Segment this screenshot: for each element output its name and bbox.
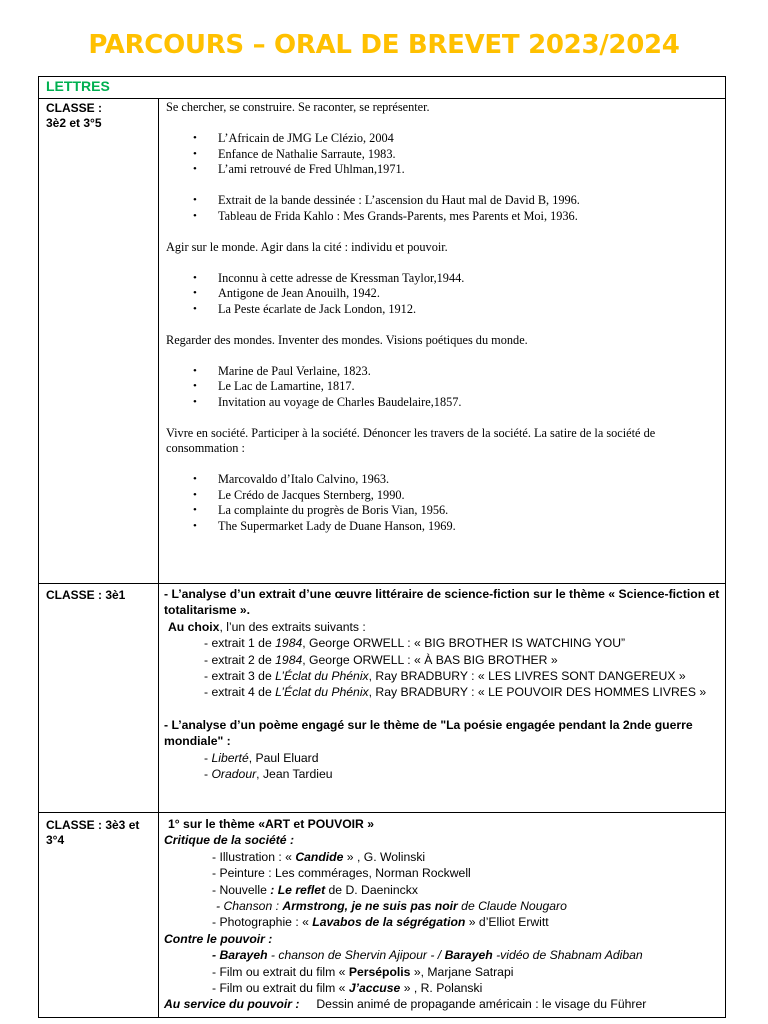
work-list	[166, 131, 718, 178]
extract-detail: , George ORWELL : « BIG BROTHER IS WATCHING YOU”	[302, 636, 626, 651]
extract-item	[164, 635, 720, 651]
item-detail: - chanson de Shervin Ajipour - /	[267, 948, 445, 963]
extract-prefix: - extrait 3 de	[204, 669, 276, 684]
item-work: : Le reflet	[270, 882, 326, 897]
section-header: LETTRES	[39, 77, 726, 99]
program-cell	[159, 813, 726, 1018]
extract-work: L’Éclat du Phénix	[275, 669, 369, 684]
item-work: Candide	[295, 849, 344, 864]
work-item	[164, 849, 720, 865]
list-item: • Marcovaldo d’Italo Calvino, 1963.	[218, 472, 718, 488]
theme-heading: Agir sur le monde. Agir dans la cité : individu et pouvoir.	[166, 239, 448, 254]
classe-cell	[39, 584, 159, 813]
classe-label: CLASSE : 3è3 et	[46, 818, 140, 832]
program-cell	[159, 99, 726, 584]
list-item: • La Peste écarlate de Jack London, 1912.	[218, 302, 718, 318]
task-description: - L’analyse d’un extrait d’une œuvre littéraire de science-fiction sur le thème « Science-fiction et totalitarisme ».	[164, 587, 720, 618]
item-detail: de D. Daeninckx	[325, 882, 418, 897]
item-work: J’accuse	[348, 981, 401, 996]
item-detail: » , R. Polanski	[400, 981, 483, 996]
work-list	[166, 364, 718, 411]
extract-item	[164, 652, 720, 668]
list-item: • Antigone de Jean Anouilh, 1942.	[218, 286, 718, 302]
section-header-row	[39, 77, 726, 99]
work-item	[164, 882, 720, 898]
extract-detail: , George ORWELL : « À BAS BIG BROTHER »	[302, 652, 558, 667]
item-work: Armstrong, je ne suis pas noir	[282, 899, 458, 914]
program-cell	[159, 584, 726, 813]
list-item: • L’ami retrouvé de Fred Uhlman,1971.	[218, 162, 718, 178]
item-prefix: - Illustration : «	[212, 849, 296, 864]
work-item	[164, 914, 720, 930]
extract-prefix: - extrait 1 de	[204, 636, 276, 651]
item-detail: » d’Elliot Erwitt	[465, 915, 549, 930]
classe-label: CLASSE : 3è1	[46, 588, 126, 602]
theme-heading: Vivre en société. Participer à la société. Dénoncer les travers de la société. La satire de la société de consommation :	[166, 425, 656, 455]
theme-heading: 1° sur le thème «ART et POUVOIR »	[168, 817, 375, 831]
item-detail: de Claude Nougaro	[457, 899, 567, 914]
classe-cell	[39, 99, 159, 584]
theme-heading: Regarder des mondes. Inventer des mondes. Visions poétiques du monde.	[166, 332, 528, 347]
item-prefix: - Nouvelle	[212, 882, 271, 897]
work-list	[166, 271, 718, 318]
list-item: • Marine de Paul Verlaine, 1823.	[218, 364, 718, 380]
list-item: • Le Crédo de Jacques Sternberg, 1990.	[218, 488, 718, 504]
subheading: Contre le pouvoir :	[164, 931, 273, 946]
item-prefix: - Film ou extrait du film «	[212, 964, 349, 979]
poem-title: Liberté	[211, 750, 249, 765]
work-item	[164, 947, 720, 963]
theme-heading: Se chercher, se construire. Se raconter, se représenter.	[166, 100, 430, 114]
item-work: Lavabos de la ségrégation	[312, 915, 466, 930]
extract-prefix: - extrait 2 de	[204, 652, 276, 667]
table-row	[39, 99, 726, 584]
list-item: • Le Lac de Lamartine, 1817.	[218, 379, 718, 395]
item-prefix: - Film ou extrait du film «	[212, 981, 349, 996]
item-work: Persépolis	[348, 964, 411, 979]
list-item: • Tableau de Frida Kahlo : Mes Grands-Parents, mes Parents et Moi, 1936.	[218, 209, 718, 225]
extract-work: 1984	[275, 636, 303, 651]
table-row	[39, 584, 726, 813]
work-list	[166, 472, 718, 534]
table-row	[39, 813, 726, 1018]
extract-detail: , Ray BRADBURY : « LE POUVOIR DES HOMMES LIVRES »	[368, 685, 707, 700]
extract-prefix: - extrait 4 de	[204, 685, 276, 700]
extract-item	[164, 668, 720, 684]
task-description: - L’analyse d’un poème engagé sur le thème de "La poésie engagée pendant la 2nde guerre mondiale" :	[164, 717, 693, 749]
poem-author: , Jean Tardieu	[256, 767, 333, 782]
extract-work: L’Éclat du Phénix	[275, 685, 369, 700]
work-list	[166, 193, 718, 224]
subheading: Au service du pouvoir :	[164, 997, 300, 1012]
list-item: • The Supermarket Lady de Duane Hanson, 1969.	[218, 519, 718, 535]
list-item: • Inconnu à cette adresse de Kressman Taylor,1944.	[218, 271, 718, 287]
poem-item: - Liberté, Paul Eluard	[204, 750, 319, 765]
classe-label: CLASSE :	[46, 101, 103, 115]
choice-text: , l’un des extraits suivants :	[219, 619, 366, 634]
page-title: PARCOURS – ORAL DE BREVET 2023/2024	[88, 30, 680, 60]
work-item	[164, 964, 720, 980]
item-work: - Barayeh	[212, 948, 268, 963]
program-table	[38, 76, 726, 1018]
choice-line	[164, 619, 720, 635]
poem-author: , Paul Eluard	[248, 750, 319, 765]
list-item: • La complainte du progrès de Boris Vian, 1956.	[218, 503, 718, 519]
item-detail: Dessin animé de propagande américain : le visage du Führer	[299, 997, 647, 1012]
item-prefix: - Photographie : «	[212, 915, 313, 930]
poem-title: Oradour	[211, 767, 257, 782]
classe-label: 3°4	[46, 833, 65, 847]
item-prefix: - Chanson :	[216, 899, 283, 914]
list-item: • Enfance de Nathalie Sarraute, 1983.	[218, 147, 718, 163]
list-item: • Invitation au voyage de Charles Baudelaire,1857.	[218, 395, 718, 411]
list-item: • Extrait de la bande dessinée : L’ascension du Haut mal de David B, 1996.	[218, 193, 718, 209]
item-work: Barayeh	[444, 948, 493, 963]
poem-item: - Oradour, Jean Tardieu	[204, 767, 333, 782]
item-detail: », Marjane Satrapi	[410, 964, 514, 979]
extract-detail: , Ray BRADBURY : « LES LIVRES SONT DANGEREUX »	[368, 669, 686, 684]
subheading: Critique de la société :	[164, 833, 295, 848]
classe-label: 3è2 et 3°5	[46, 116, 102, 130]
extract-item	[164, 684, 720, 700]
service-line	[164, 996, 720, 1012]
classe-cell	[39, 813, 159, 1018]
work-item	[164, 980, 720, 996]
choice-label: Au choix	[168, 619, 220, 634]
list-item: • L’Africain de JMG Le Clézio, 2004	[218, 131, 718, 147]
item-detail: -vidéo de Shabnam Adiban	[492, 948, 643, 963]
work-item: - Peinture : Les commérages, Norman Rockwell	[212, 866, 471, 881]
extract-work: 1984	[275, 652, 303, 667]
item-detail: » , G. Wolinski	[343, 849, 426, 864]
work-item	[164, 898, 720, 914]
